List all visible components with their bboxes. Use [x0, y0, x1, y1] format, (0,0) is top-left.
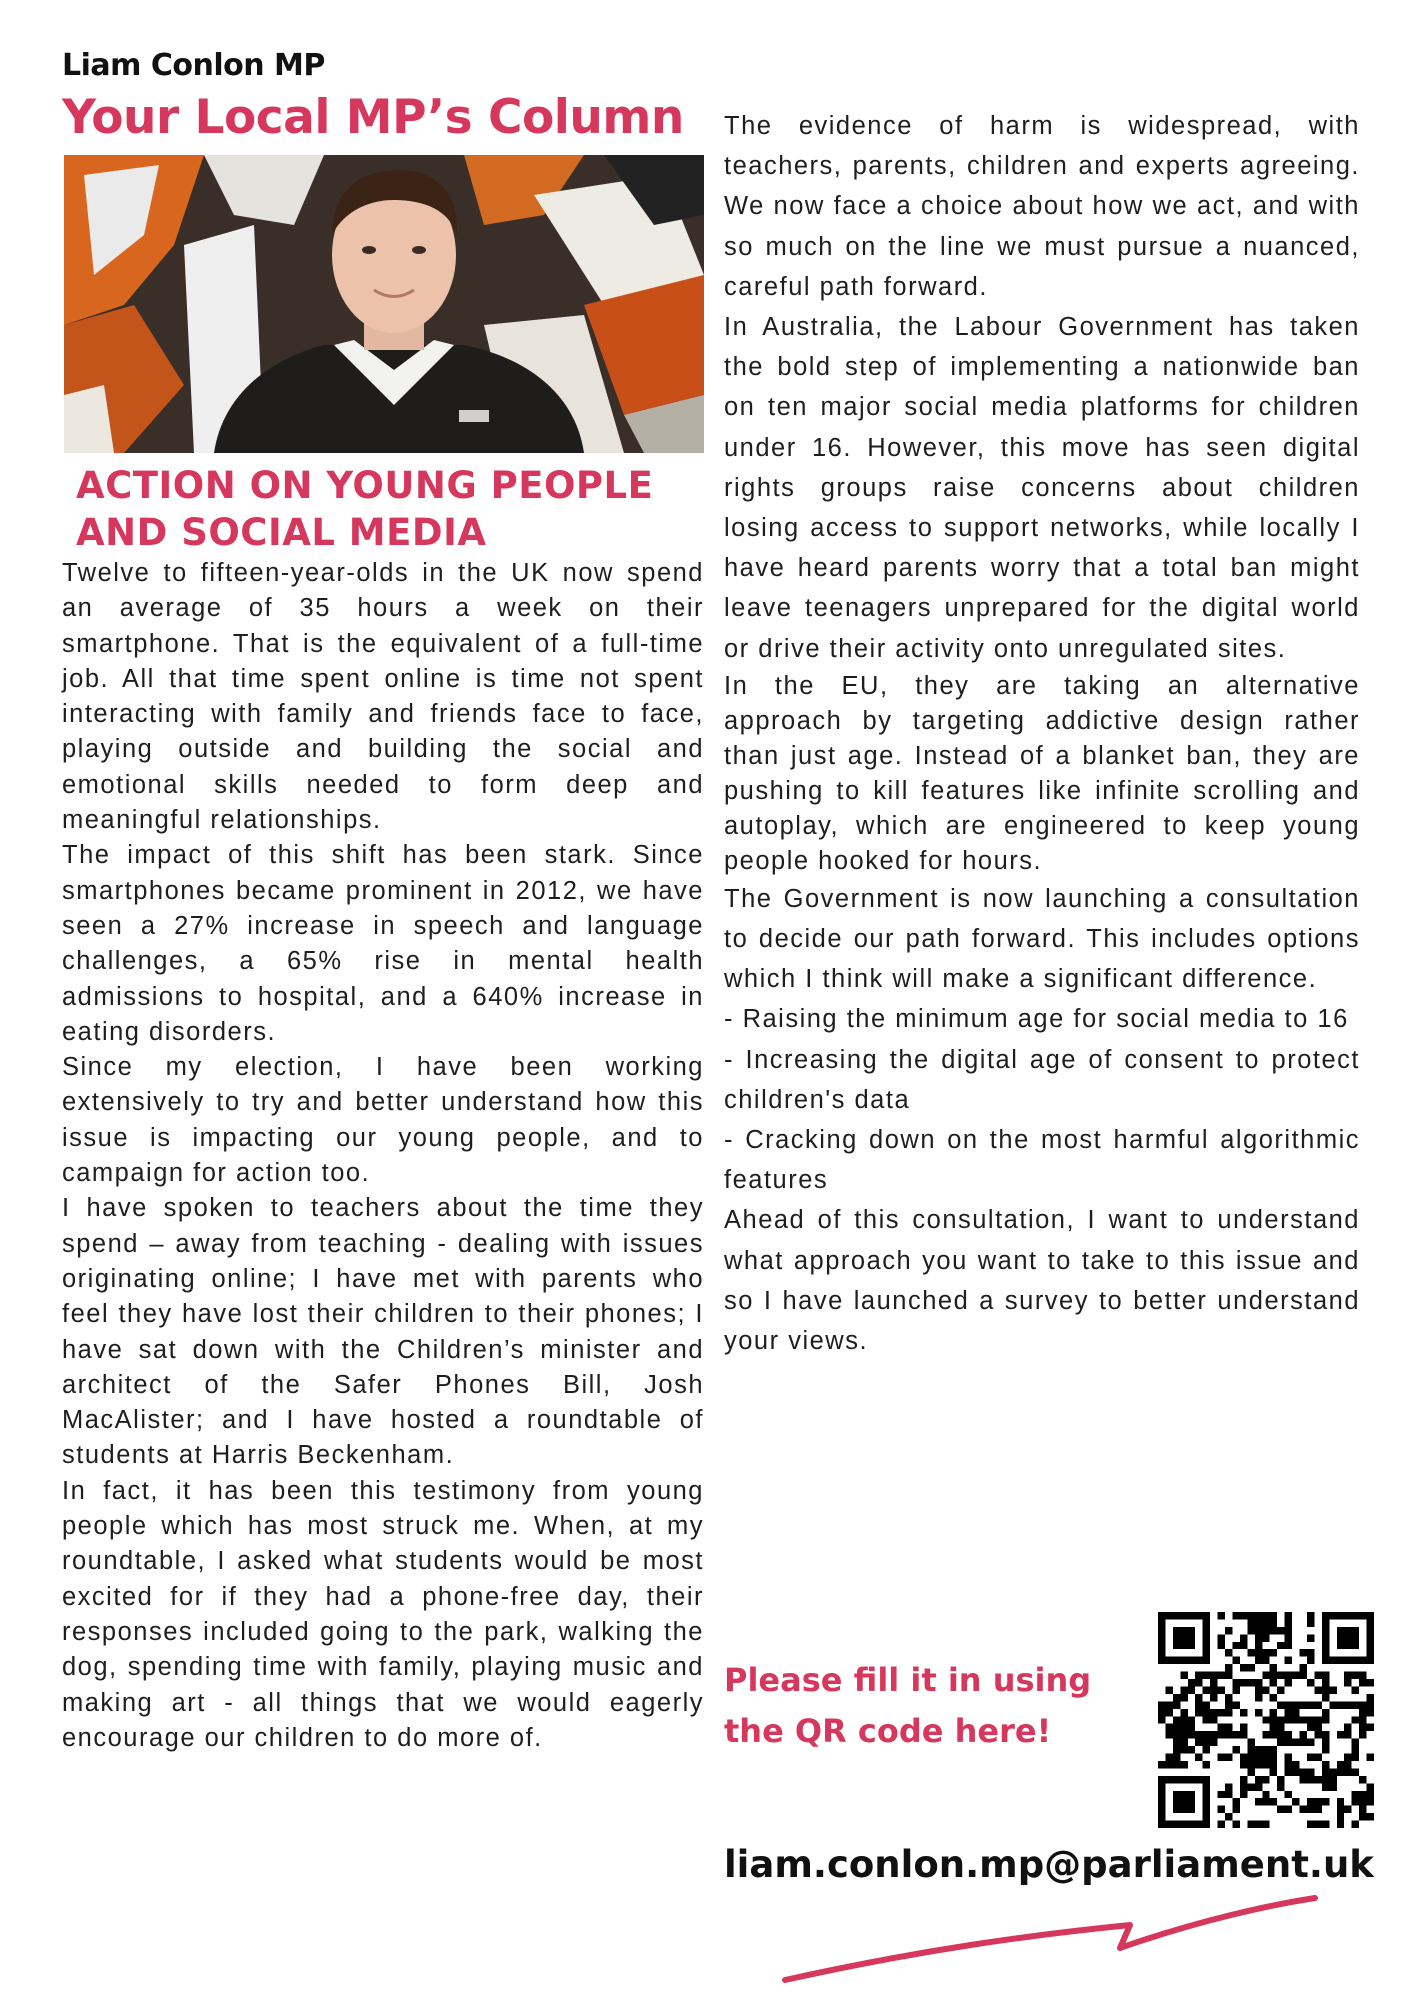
- survey-call-to-action: [724, 1655, 1144, 1757]
- paragraph: Since my election, I have been working extensively to try and better understand how this issue is impacting our young people, and to campaign for action too.: [62, 1053, 704, 1188]
- cta-line: the QR code here!: [724, 1712, 1052, 1750]
- paragraph: In Australia, the Labour Government has taken the bold step of implementing a nationwide ban on ten major social media platforms for children under 16. However, this move has seen digital rights groups raise concerns about children losing access to support networks, while locally I have heard parents worry that a total ban might leave teenagers unprepared for the digital world or drive their activity onto unregulated sites.: [724, 313, 1360, 663]
- article-headline: [76, 462, 716, 556]
- paragraph: Twelve to fifteen-year-olds in the UK now spend an average of 35 hours a week on their smartphone. That is the equivalent of a full-time job. All that time spent online is time not spent interacting with family and friends face to face, playing outside and building the social and emotional skills needed to form deep and meaningful relationships.: [62, 559, 704, 835]
- decorative-swoosh: [770, 1880, 1330, 1990]
- paragraph: I have spoken to teachers about the time they spend – away from teaching - dealing with issues originating online; I have met with parents who feel they have lost their children to their phones; I have sat down with the Children’s minister and architect of the Safer Phones Bill, Josh MacAlister; and I have hosted a roundtable of students at Harris Beckenham.: [62, 1194, 704, 1470]
- cta-line: Please fill it in using: [724, 1661, 1092, 1699]
- paragraph: In fact, it has been this testimony from young people which has most struck me. When, at my roundtable, I asked what students would be most excited for if they had a phone-free day, their responses included going to the park, walking the dog, spending time with family, playing music and making art - all things that we would eagerly encourage our children to do more of.: [62, 1476, 704, 1752]
- paragraph: The impact of this shift has been stark. Since smartphones became prominent in 2012, we have seen a 27% increase in speech and language challenges, a 65% rise in mental health admissions to hospital, and a 640% increase in eating disorders.: [62, 841, 704, 1046]
- article-left-column: [62, 556, 704, 1756]
- contact-email[interactable]: liam.conlon.mp@parliament.uk: [724, 1843, 1374, 1886]
- paragraph: The Government is now launching a consultation to decide our path forward. This includes options which I think will make a significant difference.: [724, 884, 1360, 994]
- headline-line: AND SOCIAL MEDIA: [76, 511, 487, 554]
- bullet-item: - Cracking down on the most harmful algorithmic features: [724, 1126, 1360, 1195]
- survey-qr-code[interactable]: [1158, 1612, 1374, 1828]
- column-title: Your Local MP’s Column: [62, 90, 684, 145]
- author-name: Liam Conlon MP: [62, 48, 325, 83]
- bullet-item: - Increasing the digital age of consent to protect children's data: [724, 1045, 1360, 1114]
- headline-line: ACTION ON YOUNG PEOPLE: [76, 464, 654, 507]
- paragraph: The evidence of harm is widespread, with teachers, parents, children and experts agreeing. We now face a choice about how we act, and with so much on the line we must pursue a nuanced, careful path forward.: [724, 112, 1360, 301]
- article-right-column: [724, 106, 1360, 1361]
- paragraph: In the EU, they are taking an alternative approach by targeting addictive design rather than just age. Instead of a blanket ban, they are pushing to kill features like infinite scrolling and autoplay, which are engineered to keep young people hooked for hours.: [724, 671, 1360, 875]
- mp-portrait-photo: [64, 155, 704, 453]
- paragraph: Ahead of this consultation, I want to understand what approach you want to take to this issue and so I have launched a survey to better understand your views.: [724, 1206, 1360, 1356]
- bullet-item: - Raising the minimum age for social media to 16: [724, 1005, 1349, 1034]
